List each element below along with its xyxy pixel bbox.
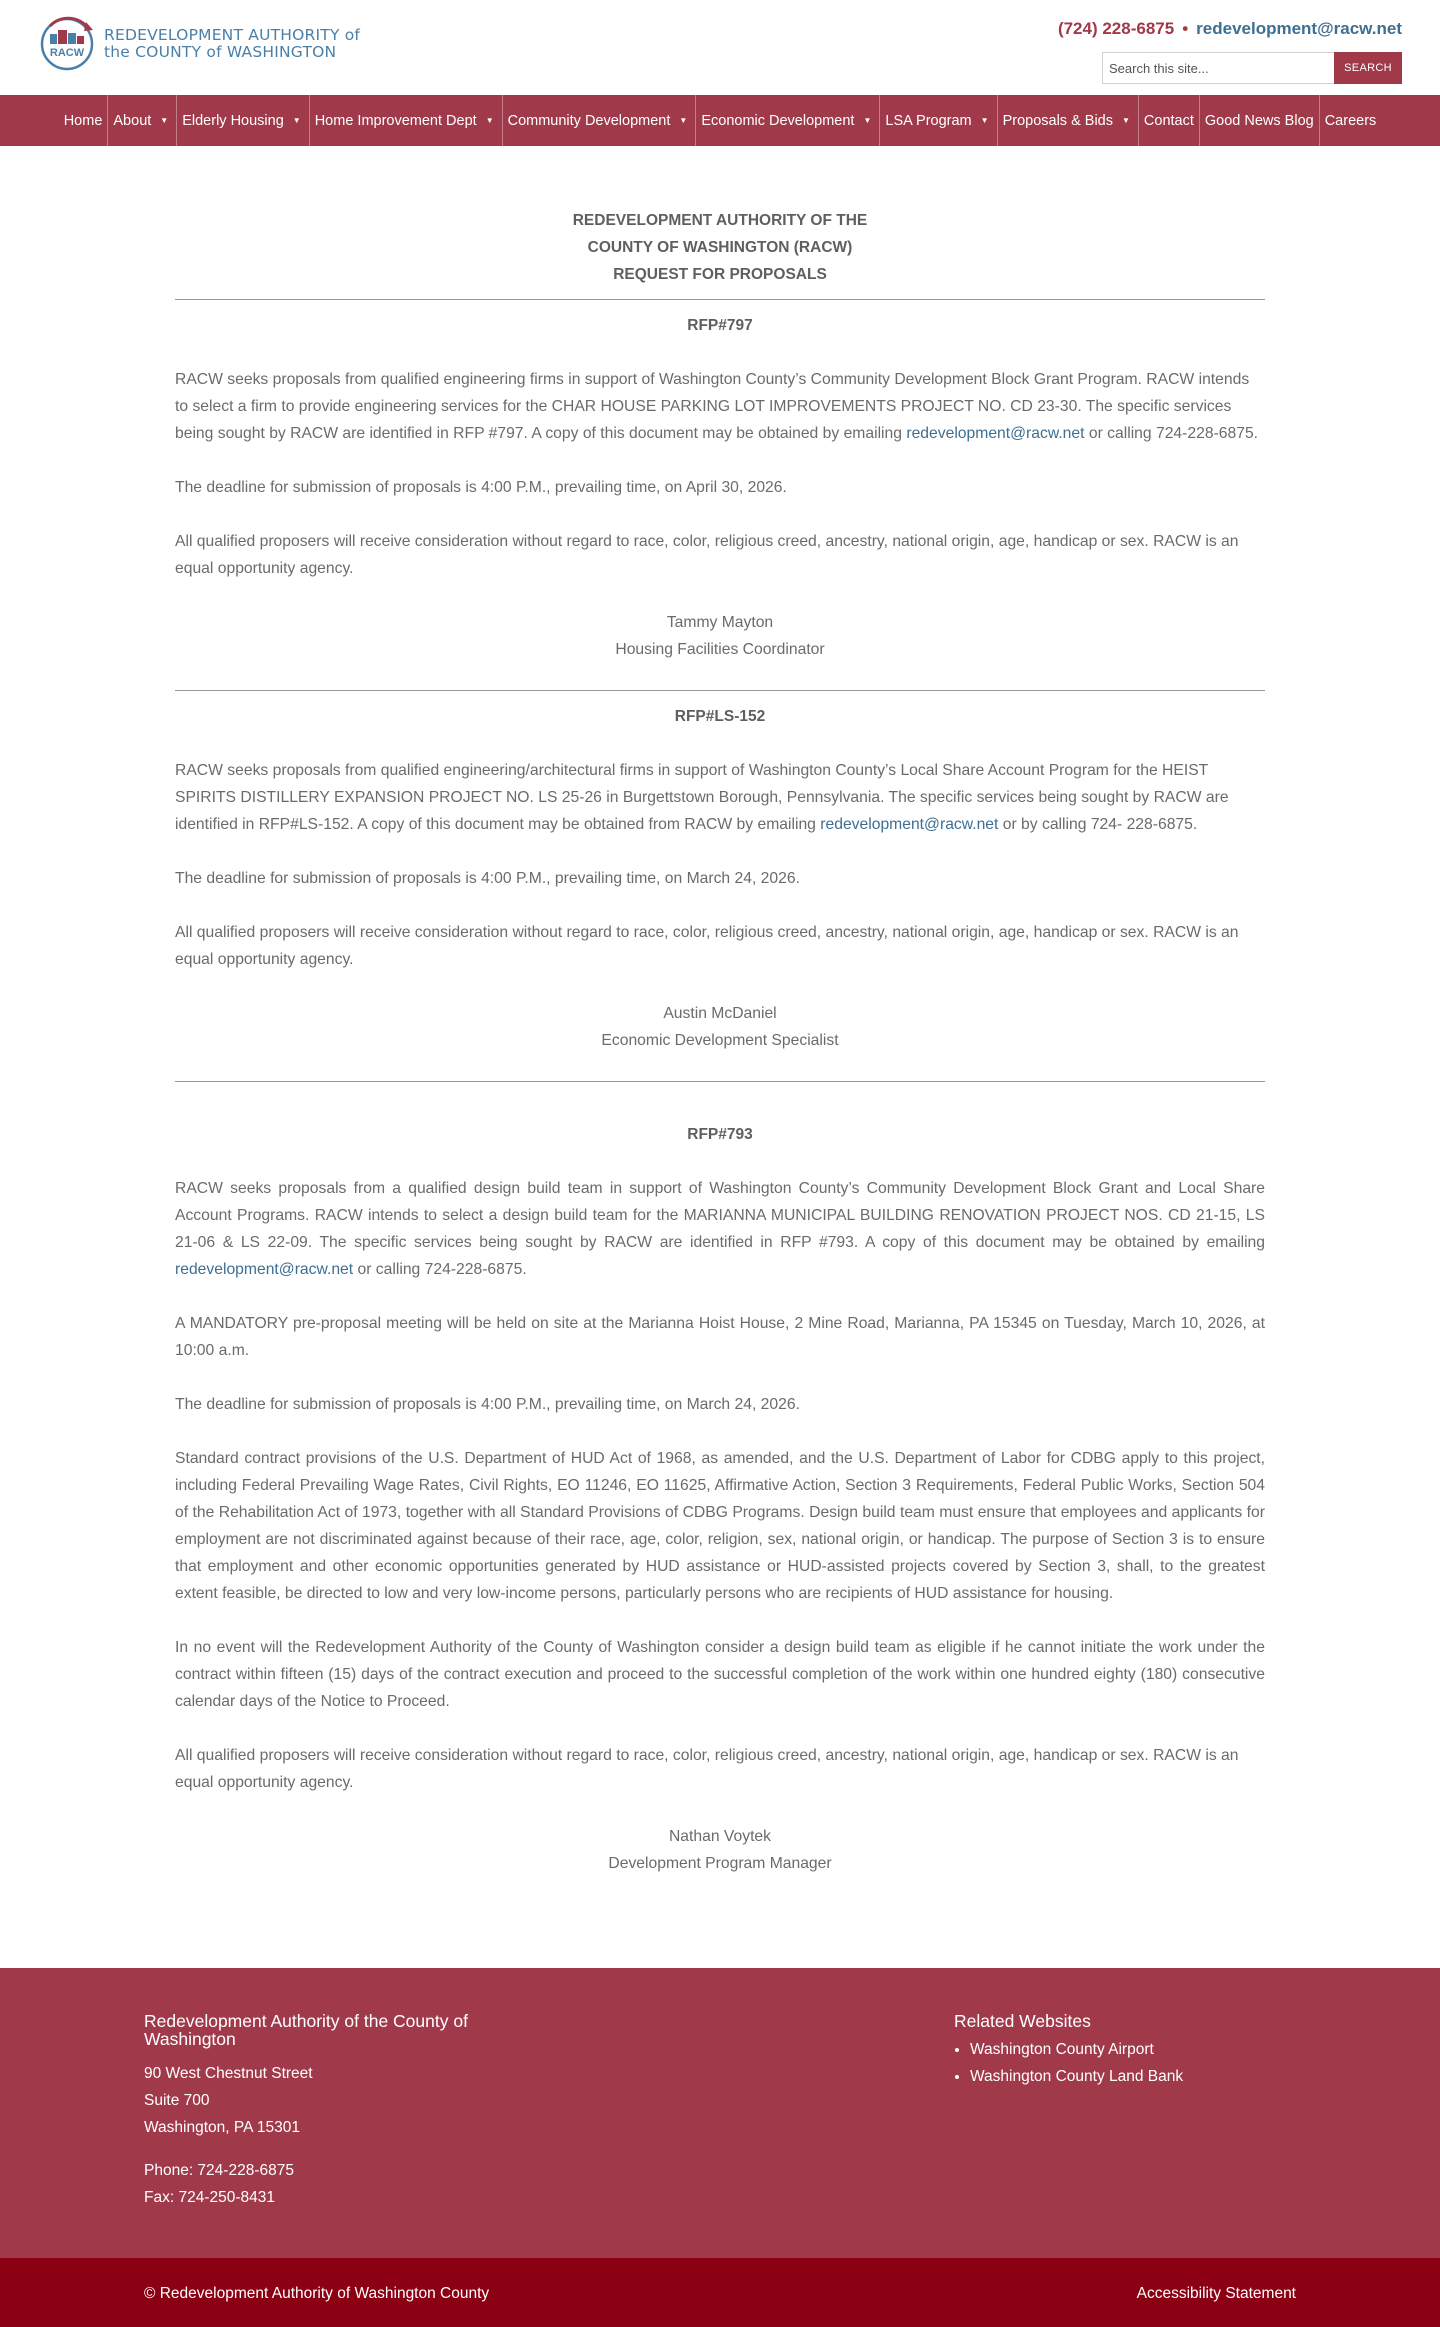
- nav-item-careers[interactable]: [1319, 95, 1382, 146]
- nav-item-community-development[interactable]: [502, 95, 696, 146]
- rfp-793-description: [175, 1175, 1265, 1283]
- logo-line-2: the COUNTY of WASHINGTON: [104, 43, 337, 61]
- rfp-ls-152-deadline: The deadline for submission of proposals is 4:00 P.M., prevailing time, on March 24, 2026.: [175, 870, 800, 887]
- nav-label: Careers: [1324, 112, 1377, 129]
- rfp-793-standard-provisions: Standard contract provisions of the U.S. Department of HUD Act of 1968, as amended, and the U.S. Department of Labor for CDBG apply to this project, including Federal Prevailing Wage Rates, Civil Rights, EO 11246, EO 11625, Affirmative Action, Section 3 Requirements, Federal Public Works, Section 504 of the Rehabilitation Act of 1973, together with all Standard Provisions of CDBG Programs. Design build team must ensure that employees and applicants for employment are not discriminated against because of their race, age, color, religion, sex, national origin, or handicap. The purpose of Section 3 is to ensure that employment and other economic opportunities generated by HUD assistance or HUD-assisted projects covered by Section 3, shall, to the greatest extent feasible, be directed to low and very low-income persons, particularly persons who are recipients of HUD assistance for housing.: [175, 1450, 1265, 1602]
- header-email-link[interactable]: redevelopment@racw.net: [1196, 19, 1402, 38]
- rfp-797-heading: RFP#797: [687, 317, 753, 334]
- related-websites-title: Related Websites: [954, 2011, 1091, 2031]
- rfp-ls-152-email-link[interactable]: redevelopment@racw.net: [820, 816, 999, 833]
- rfp-797-text-a: RACW seeks proposals from qualified engineering firms in support of Washington County’s Community Development Block Grant Program. RACW intends to select a firm to provide engineering services for the CHAR HOUSE PARKING LOT IMPROVEMENTS PROJECT NO. CD 23-30. The specific services being sought by RACW are identified in RFP #797. A copy of this document may be obtained by emailing: [175, 371, 1250, 442]
- footer-address-line: Suite 700: [144, 2092, 210, 2109]
- nav-label: Home Improvement Dept: [314, 112, 477, 129]
- page-title: [175, 207, 1265, 288]
- nav-item-home[interactable]: [59, 95, 108, 146]
- rfp-ls-152-text-a: RACW seeks proposals from qualified engineering/architectural firms in support of Washington County’s Local Share Account Program for the HEIST SPIRITS DISTILLERY EXPANSION PROJECT NO. LS 25-26 in Burgettstown Borough, Pennsylvania. The specific services being sought by RACW are identified in RFP#LS-152. A copy of this document may be obtained from RACW by emailing: [175, 762, 1229, 833]
- header-contact: [1058, 19, 1402, 39]
- rfp-797-email-link[interactable]: redevelopment@racw.net: [906, 425, 1085, 442]
- nav-label: Economic Development: [701, 112, 855, 129]
- logo-badge: RACW: [49, 47, 85, 59]
- nav-item-contact[interactable]: [1138, 95, 1199, 146]
- page-title-line-1: REDEVELOPMENT AUTHORITY OF THE: [572, 212, 868, 229]
- related-link-airport[interactable]: • Washington County Airport: [970, 2036, 1183, 2063]
- nav-item-about[interactable]: [107, 95, 176, 146]
- signer-name: Austin McDaniel: [663, 1005, 777, 1022]
- racw-logo-icon: [40, 14, 96, 74]
- nav-label: About: [113, 112, 152, 129]
- nav-item-elderly-housing[interactable]: [176, 95, 308, 146]
- caret-down-icon: ▼: [485, 116, 494, 125]
- main-nav: [0, 95, 1440, 146]
- page-title-line-2: COUNTY OF WASHINGTON (RACW): [587, 239, 853, 256]
- caret-down-icon: ▼: [292, 116, 301, 125]
- nav-item-economic-development[interactable]: [695, 95, 879, 146]
- rfp-797-eo-statement: All qualified proposers will receive consideration without regard to race, color, religious creed, ancestry, national origin, age, handicap or sex. RACW is an equal opportunity agency.: [175, 533, 1239, 577]
- nav-label: Good News Blog: [1204, 112, 1314, 129]
- accessibility-link[interactable]: Accessibility Statement: [1136, 2285, 1296, 2302]
- rfp-793-deadline: The deadline for submission of proposals is 4:00 P.M., prevailing time, on March 24, 2026.: [175, 1396, 800, 1413]
- caret-down-icon: ▼: [863, 116, 872, 125]
- site-logo[interactable]: [40, 14, 360, 74]
- footer-org-name: Redevelopment Authority of the County of Washington: [144, 2011, 468, 2049]
- rfp-793-eo-statement: All qualified proposers will receive consideration without regard to race, color, religious creed, ancestry, national origin, age, handicap or sex. RACW is an equal opportunity agency.: [175, 1747, 1239, 1791]
- rfp-797-signature: [175, 609, 1265, 663]
- logo-line-1: REDEVELOPMENT AUTHORITY of: [104, 26, 361, 44]
- signer-title: Housing Facilities Coordinator: [615, 641, 825, 658]
- rfp-793-meeting: A MANDATORY pre-proposal meeting will be held on site at the Marianna Hoist House, 2 Mine Road, Marianna, PA 15345 on Tuesday, March 10, 2026, at 10:00 a.m.: [175, 1315, 1265, 1359]
- search-button[interactable]: SEARCH: [1334, 52, 1402, 84]
- site-footer: [0, 1968, 1440, 2258]
- related-websites: [954, 2012, 1183, 2090]
- rfp-ls-152-text-b: or by calling 724- 228-6875.: [998, 816, 1198, 833]
- main-content: [175, 146, 1265, 1877]
- caret-down-icon: ▼: [679, 116, 688, 125]
- rfp-797-deadline: The deadline for submission of proposals is 4:00 P.M., prevailing time, on April 30, 2026.: [175, 479, 787, 496]
- footer-bottom-bar: [0, 2258, 1440, 2327]
- rfp-ls-152-description: [175, 757, 1265, 838]
- site-header: [0, 0, 1440, 95]
- rfp-793-text-a: RACW seeks proposals from a qualified design build team in support of Washington County’s Community Development Block Grant and Local Share Account Programs. RACW intends to select a design build team for the MARIANNA MUNICIPAL BUILDING RENOVATION PROJECT NOS. CD 21-15, LS 21-06 & LS 22-09. The specific services being sought by RACW are identified in RFP #793. A copy of this document may be obtained by emailing: [175, 1180, 1265, 1251]
- related-link-land-bank[interactable]: • Washington County Land Bank: [970, 2063, 1183, 2090]
- footer-phone: Phone: 724-228-6875: [144, 2162, 294, 2179]
- rfp-ls-152-heading: RFP#LS-152: [674, 708, 766, 725]
- rfp-ls-152-eo-statement: All qualified proposers will receive consideration without regard to race, color, religious creed, ancestry, national origin, age, handicap or sex. RACW is an equal opportunity agency.: [175, 924, 1239, 968]
- rfp-797-text-b: or calling 724-228-6875.: [1084, 425, 1259, 442]
- nav-item-home-improvement[interactable]: [309, 95, 502, 146]
- search-input[interactable]: [1102, 52, 1334, 84]
- nav-label: Proposals & Bids: [1002, 112, 1113, 129]
- page-title-line-3: REQUEST FOR PROPOSALS: [613, 266, 827, 283]
- related-websites-list: [954, 2036, 1183, 2090]
- footer-contact-block: [144, 2012, 484, 2211]
- nav-item-proposals-bids[interactable]: [997, 95, 1138, 146]
- signer-name: Tammy Mayton: [666, 614, 774, 631]
- caret-down-icon: ▼: [1121, 116, 1130, 125]
- rfp-793-heading: RFP#793: [687, 1126, 753, 1143]
- footer-address-line: Washington, PA 15301: [144, 2119, 300, 2136]
- divider: [175, 690, 1265, 691]
- contact-separator: •: [1182, 19, 1189, 38]
- nav-label: LSA Program: [885, 112, 972, 129]
- nav-label: Community Development: [507, 112, 671, 129]
- nav-label: Home: [63, 112, 103, 129]
- caret-down-icon: ▼: [160, 116, 169, 125]
- rfp-793-signature: [175, 1823, 1265, 1877]
- nav-item-good-news-blog[interactable]: [1199, 95, 1319, 146]
- nav-item-lsa-program[interactable]: [879, 95, 996, 146]
- nav-label: Elderly Housing: [182, 112, 284, 129]
- rfp-793-email-link[interactable]: redevelopment@racw.net: [175, 1261, 354, 1278]
- caret-down-icon: ▼: [980, 116, 989, 125]
- footer-address-line: 90 West Chestnut Street: [144, 2065, 313, 2082]
- rfp-793-text-b: or calling 724-228-6875.: [353, 1261, 527, 1278]
- site-search: [1102, 52, 1402, 84]
- divider: [175, 299, 1265, 300]
- footer-fax: Fax: 724-250-8431: [144, 2189, 275, 2206]
- rfp-797-description: [175, 366, 1265, 447]
- header-phone-link[interactable]: (724) 228-6875: [1057, 19, 1175, 38]
- nav-label: Contact: [1143, 112, 1194, 129]
- logo-text: [104, 27, 360, 61]
- signer-name: Nathan Voytek: [668, 1828, 772, 1845]
- signer-title: Development Program Manager: [608, 1855, 832, 1872]
- signer-title: Economic Development Specialist: [601, 1032, 839, 1049]
- rfp-ls-152-signature: [175, 1000, 1265, 1054]
- copyright-text: © Redevelopment Authority of Washington County: [144, 2285, 490, 2302]
- divider: [175, 1081, 1265, 1082]
- rfp-793-eligibility: In no event will the Redevelopment Authority of the County of Washington consider a design build team as eligible if he cannot initiate the work under the contract within fifteen (15) days of the contract execution and proceed to the successful completion of the work within one hundred eighty (180) consecutive calendar days of the Notice to Proceed.: [175, 1639, 1265, 1710]
